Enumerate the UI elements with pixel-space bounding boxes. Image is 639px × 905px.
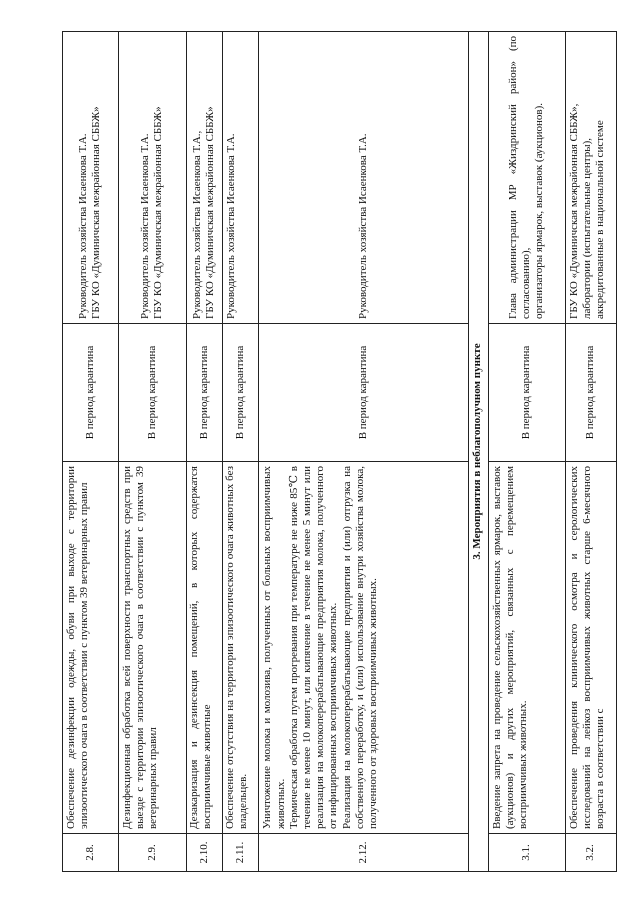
row-number: 2.8. <box>63 834 119 872</box>
row-number: 2.12. <box>259 834 468 872</box>
term-cell: В период карантина <box>186 324 222 462</box>
row-number: 2.9. <box>118 834 186 872</box>
term-cell: В период карантина <box>223 324 259 462</box>
table-row <box>118 32 186 872</box>
responsible-cell <box>565 32 616 324</box>
responsible-text: ГБУ КО «Думиничская межрайонная СББЖ» <box>204 106 217 319</box>
responsible-text: ГБУ КО «Думиничская межрайонная СББЖ», <box>567 103 580 319</box>
measure-text: Обеспечение дезинфекции одежды, обуви при выходе с территории эпизоотического очага в соответствии с пунктом 39 ветеринарных правил <box>65 466 91 829</box>
term-cell: В период карантина <box>259 324 468 462</box>
measure-cell <box>259 462 468 834</box>
measure-text: Уничтожение молока и молозива, полученных от больных восприимчивых животных. <box>261 466 287 829</box>
responsible-text: Руководитель хозяйства Исаенкова Т.А. <box>77 133 90 319</box>
row-number: 2.11. <box>223 834 259 872</box>
measure-text: Реализация на молокоперерабатывающие предприятия и (или) отгрузка на собственную переработку, и (или) использование внутри хозяйства молока, полученного от здоровых восприимчивых животных. <box>340 466 379 829</box>
responsible-text: ГБУ КО «Думиничская межрайонная СББЖ» <box>90 106 103 319</box>
measure-cell <box>565 462 616 834</box>
responsible-text: аккредитованные в национальной системе <box>594 120 607 319</box>
responsible-text: Руководитель хозяйства Исаенкова Т.А. <box>356 133 369 319</box>
measure-text: Термическая обработка путем прогревания при температуре не ниже 85℃ в течение не менее 10 минут, или кипячение в течение не менее 5 минут или реализация на молокоперерабатывающие предприятия молока, полученного от инфицированных восприимчивых животных. <box>287 466 340 829</box>
term-cell: В период карантина <box>118 324 186 462</box>
table-row <box>63 32 119 872</box>
measure-text: Обеспечение проведения клинического осмотра и серологических исследований на лейкоз восприимчивых животных старше 6-месячного возраста в соответствии с <box>567 466 607 829</box>
measure-cell <box>223 462 259 834</box>
responsible-cell <box>223 32 259 324</box>
responsible-text: Руководитель хозяйства Исаенкова Т.А., <box>191 130 204 319</box>
responsible-text: Руководитель хозяйства Исаенкова Т.А. <box>225 133 238 319</box>
measure-cell <box>118 462 186 834</box>
row-number: 3.2. <box>565 834 616 872</box>
responsible-text: ГБУ КО «Думиничская межрайонная СББЖ» <box>152 106 165 319</box>
table-row <box>565 32 616 872</box>
quarantine-measures-table <box>62 31 617 872</box>
measure-text: Введение запрета на проведение сельскохозяйственных ярмарок, выставок (аукционов) и других мероприятий, связанных с перемещением восприимчивых животных. <box>490 466 530 829</box>
responsible-cell <box>63 32 119 324</box>
responsible-text: организаторы ярмарок, выставок (аукционов). <box>533 102 546 319</box>
row-number: 2.10. <box>186 834 222 872</box>
responsible-text: Глава администрации МР «Жиздринский район» (по согласованию), <box>507 36 533 319</box>
measure-cell <box>186 462 222 834</box>
measure-cell <box>63 462 119 834</box>
responsible-text: лаборатории (испытательные центры), <box>580 137 593 319</box>
responsible-text: Руководитель хозяйства Исаенкова Т.А. <box>138 133 151 319</box>
table-row <box>259 32 468 872</box>
responsible-cell <box>118 32 186 324</box>
table-row <box>223 32 259 872</box>
section-heading: 3. Мероприятия в неблагополучном пункте <box>468 32 488 872</box>
measure-text: Дезакаризация и дезинсекция помещений, в которых содержатся восприимчивые животные <box>187 466 213 829</box>
responsible-cell <box>259 32 468 324</box>
measure-cell <box>488 462 565 834</box>
rotated-table-sheet <box>62 32 617 872</box>
term-cell: В период карантина <box>565 324 616 462</box>
responsible-cell <box>186 32 222 324</box>
table-row <box>488 32 565 872</box>
measure-text: Дезинфекционная обработка всей поверхности транспортных средств при выезде с территории эпизоотического очага в соответствии с пунктом 39 ветеринарных правил <box>120 466 159 829</box>
measure-text: Обеспечение отсутствия на территории эпизоотического очага животных без владельцев. <box>224 466 250 829</box>
responsible-cell <box>488 32 565 324</box>
row-number: 3.1. <box>488 834 565 872</box>
table-row <box>186 32 222 872</box>
section-row <box>468 32 488 872</box>
term-cell: В период карантина <box>488 324 565 462</box>
term-cell: В период карантина <box>63 324 119 462</box>
